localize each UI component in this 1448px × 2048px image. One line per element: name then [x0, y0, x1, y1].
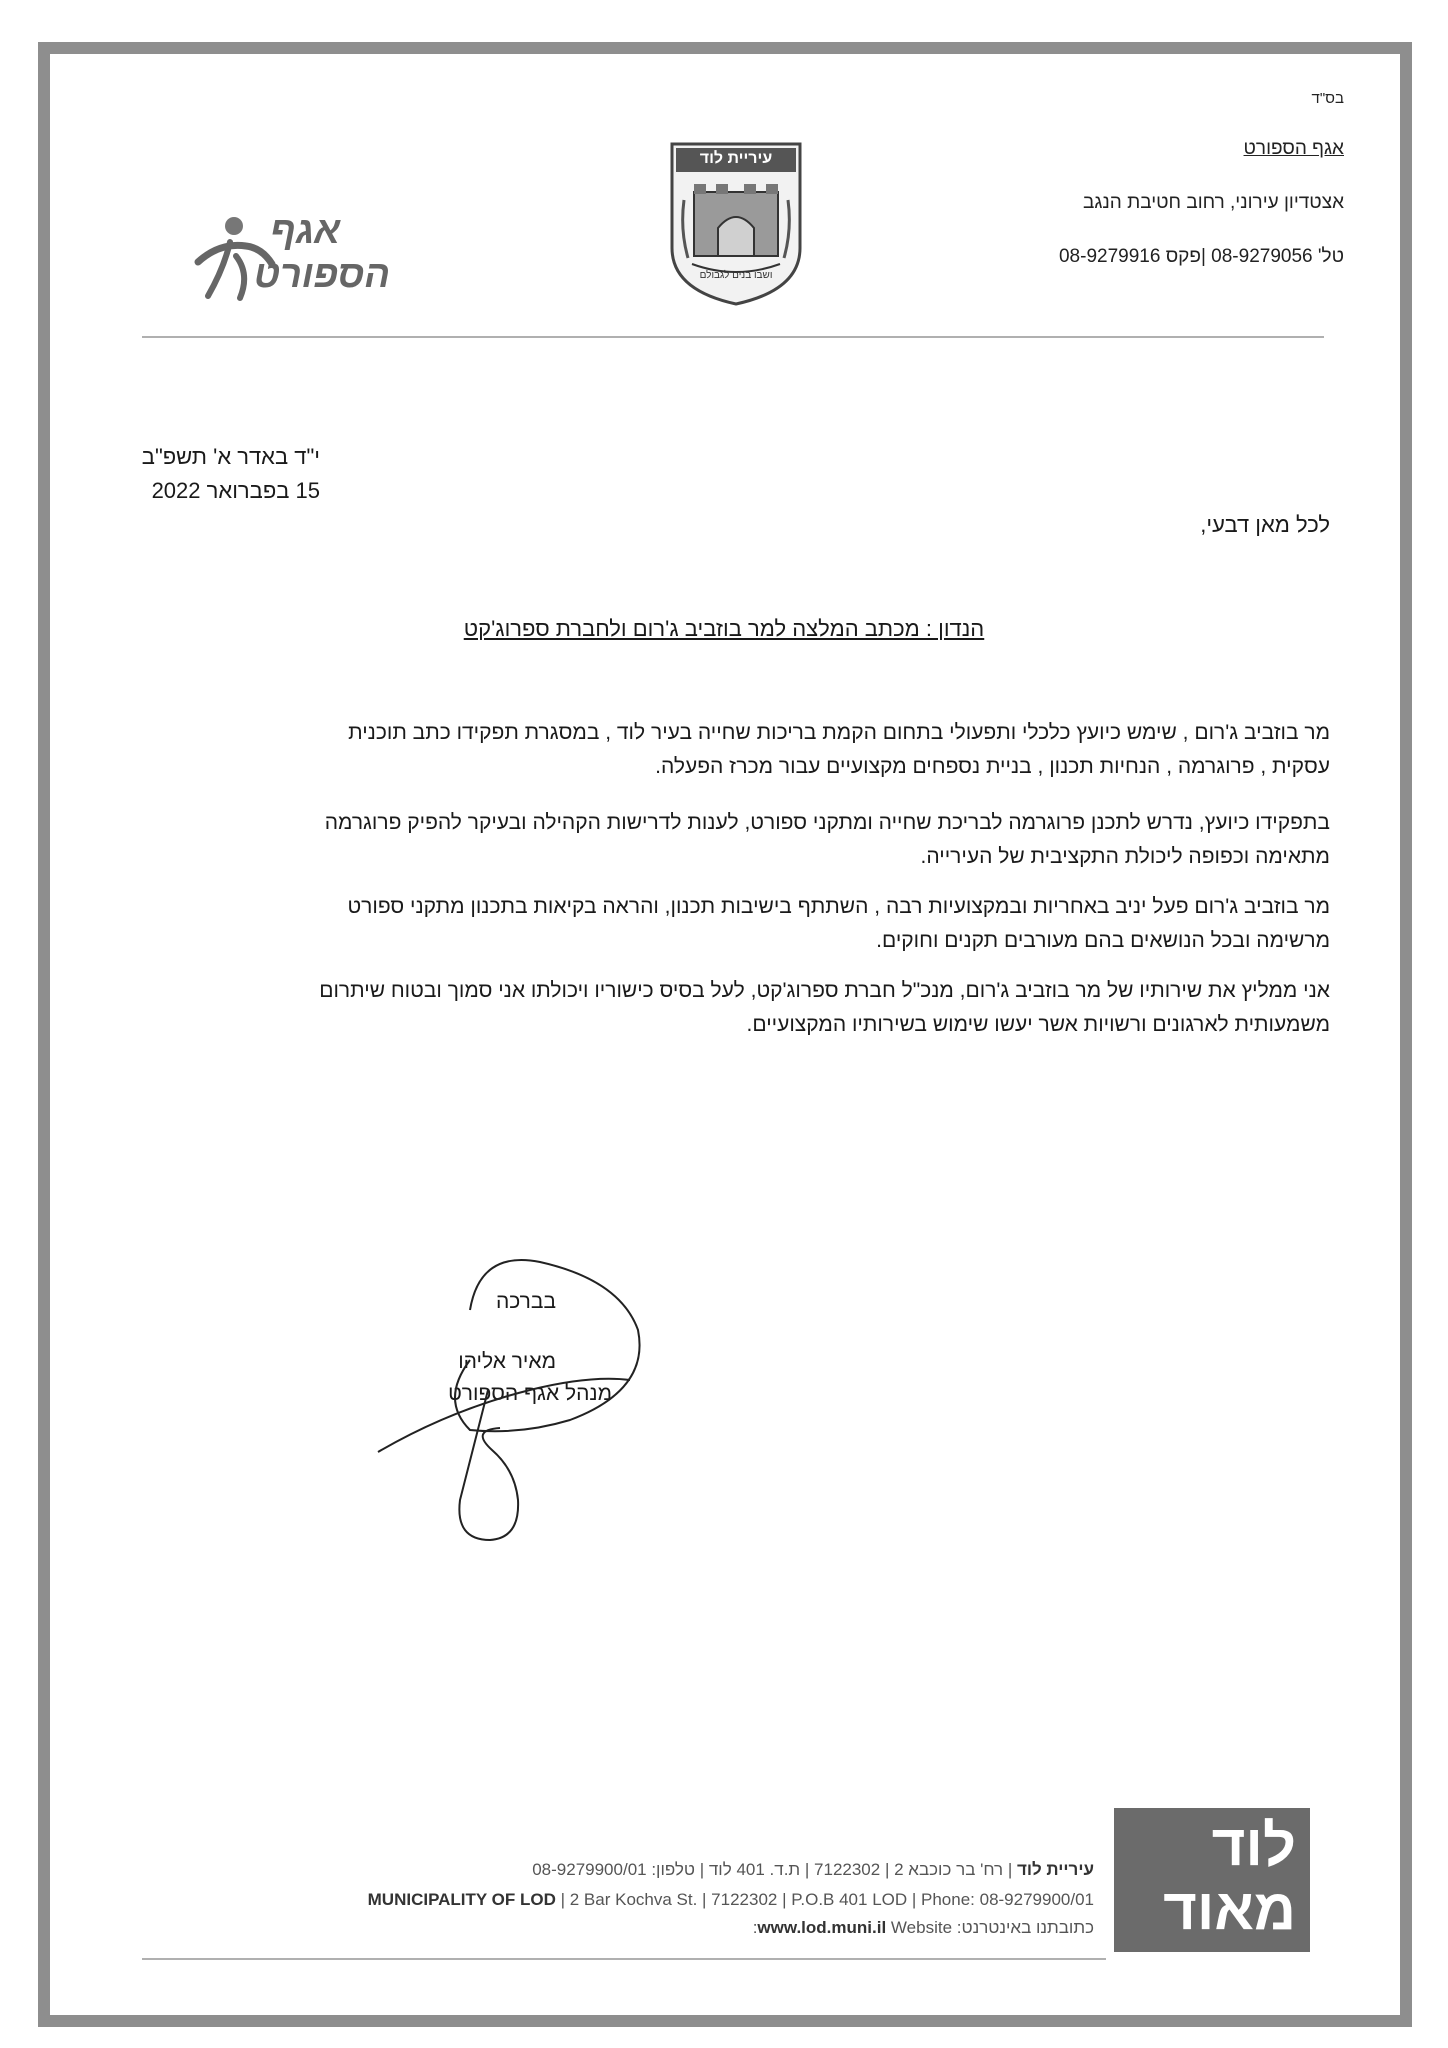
paragraph-line: מתאימה וכפופה ליכולת התקציבית של העירייה.	[920, 845, 1330, 868]
footer-municipality-english: MUNICIPALITY OF LOD	[367, 1890, 556, 1909]
footer-hebrew-details: | רח' בר כוכבא 2 | 7122302 | ת.ד. 401 לוד | טלפון: 08-9279900/01	[532, 1860, 1017, 1879]
sport-department-logo	[190, 208, 400, 308]
date-gregorian: 15 בפברואר 2022	[151, 478, 320, 503]
sport-logo-line1: אגף	[270, 210, 340, 252]
crest-motto: ושבו בנים לגבולם	[699, 270, 773, 281]
subject-line: הנדון : מכתב המלצה למר בוזביב ג'רום ולחברת ספרוג'קט	[463, 616, 985, 641]
signature-title: מנהל אגף הספורט	[448, 1382, 612, 1405]
body-paragraph-2	[140, 806, 1330, 874]
body-paragraph-4	[140, 974, 1330, 1042]
crest-city-name: עיריית לוד	[699, 150, 773, 167]
sport-logo-line2: הספורט	[253, 254, 390, 296]
footer-divider	[142, 1958, 1106, 1960]
paragraph-line: מר בוזביב ג'רום , שימש כיועץ כלכלי ותפעולי בתחום הקמת בריכות שחייה בעיר לוד , במסגרת תפקידו כתב תוכנית	[348, 721, 1330, 744]
body-paragraph-3	[140, 890, 1330, 958]
department-phones: טל' 08-9279056 |פקס 08-9279916	[1058, 246, 1344, 267]
department-address: אצטדיון עירוני, רחוב חטיבת הנגב	[1082, 192, 1344, 213]
lod-municipality-logo	[1114, 1808, 1310, 1952]
footer-website-url[interactable]: www.lod.muni.il	[757, 1918, 887, 1937]
lod-logo-line2: מאוד	[1163, 1877, 1296, 1942]
paragraph-line: עסקית , פרוגרמה , הנחיות תכנון , בניית נספחים מקצועיים עבור מכרז הפעלה.	[655, 755, 1330, 778]
body-paragraph-1	[140, 716, 1330, 784]
recipient: לכל מאן דבעי,	[1200, 512, 1330, 537]
paragraph-line: מרשימה ובכל הנושאים בהם מעורבים תקנים וחוקים.	[876, 929, 1330, 952]
footer-english-address	[368, 1890, 1094, 1910]
footer-website-label: Website:	[752, 1918, 953, 1937]
date-hebrew: י"ד באדר א' תשפ"ב	[141, 444, 320, 469]
signature-name: מאיר אליהו	[458, 1350, 556, 1373]
footer-hebrew-address	[532, 1860, 1094, 1880]
paragraph-line: בתפקידו כיועץ, נדרש לתכנן פרוגרמה לבריכת שחייה ומתקני ספורט, לענות לדרישות הקהילה ובעיקר להפיק פרוגרמה	[324, 811, 1330, 834]
city-crest-logo	[666, 140, 806, 308]
footer-english-details: | 2 Bar Kochva St. | 7122302 | P.O.B 401 LOD | Phone: 08-9279900/01	[555, 1890, 1094, 1909]
besd-mark: בס"ד	[1311, 90, 1344, 107]
lod-logo-line1: לוד	[1211, 1813, 1296, 1878]
header-divider	[142, 336, 1324, 338]
signature-closing: בברכה	[495, 1290, 556, 1313]
paragraph-line: אני ממליץ את שירותיו של מר בוזביב ג'רום, מנכ"ל חברת ספרוג'קט, לעל בסיס כישוריו ויכולתו אני סמוך ובטוח שיתרום	[319, 979, 1330, 1002]
handwritten-signature	[370, 1240, 670, 1570]
footer-website	[753, 1918, 1094, 1938]
department-title: אגף הספורט	[1243, 138, 1344, 159]
footer-municipality-hebrew: עיריית לוד	[1016, 1860, 1094, 1879]
paragraph-line: משמעותית לארגונים ורשויות אשר יעשו שימוש בשירותיו המקצועיים.	[746, 1013, 1330, 1036]
paragraph-line: מר בוזביב ג'רום פעל יניב באחריות ובמקצועיות רבה , השתתף בישיבות תכנון, והראה בקיאות בתכנון מתקני ספורט	[347, 895, 1330, 918]
footer-website-prefix: כתובתנו באינטרנט:	[952, 1918, 1094, 1937]
